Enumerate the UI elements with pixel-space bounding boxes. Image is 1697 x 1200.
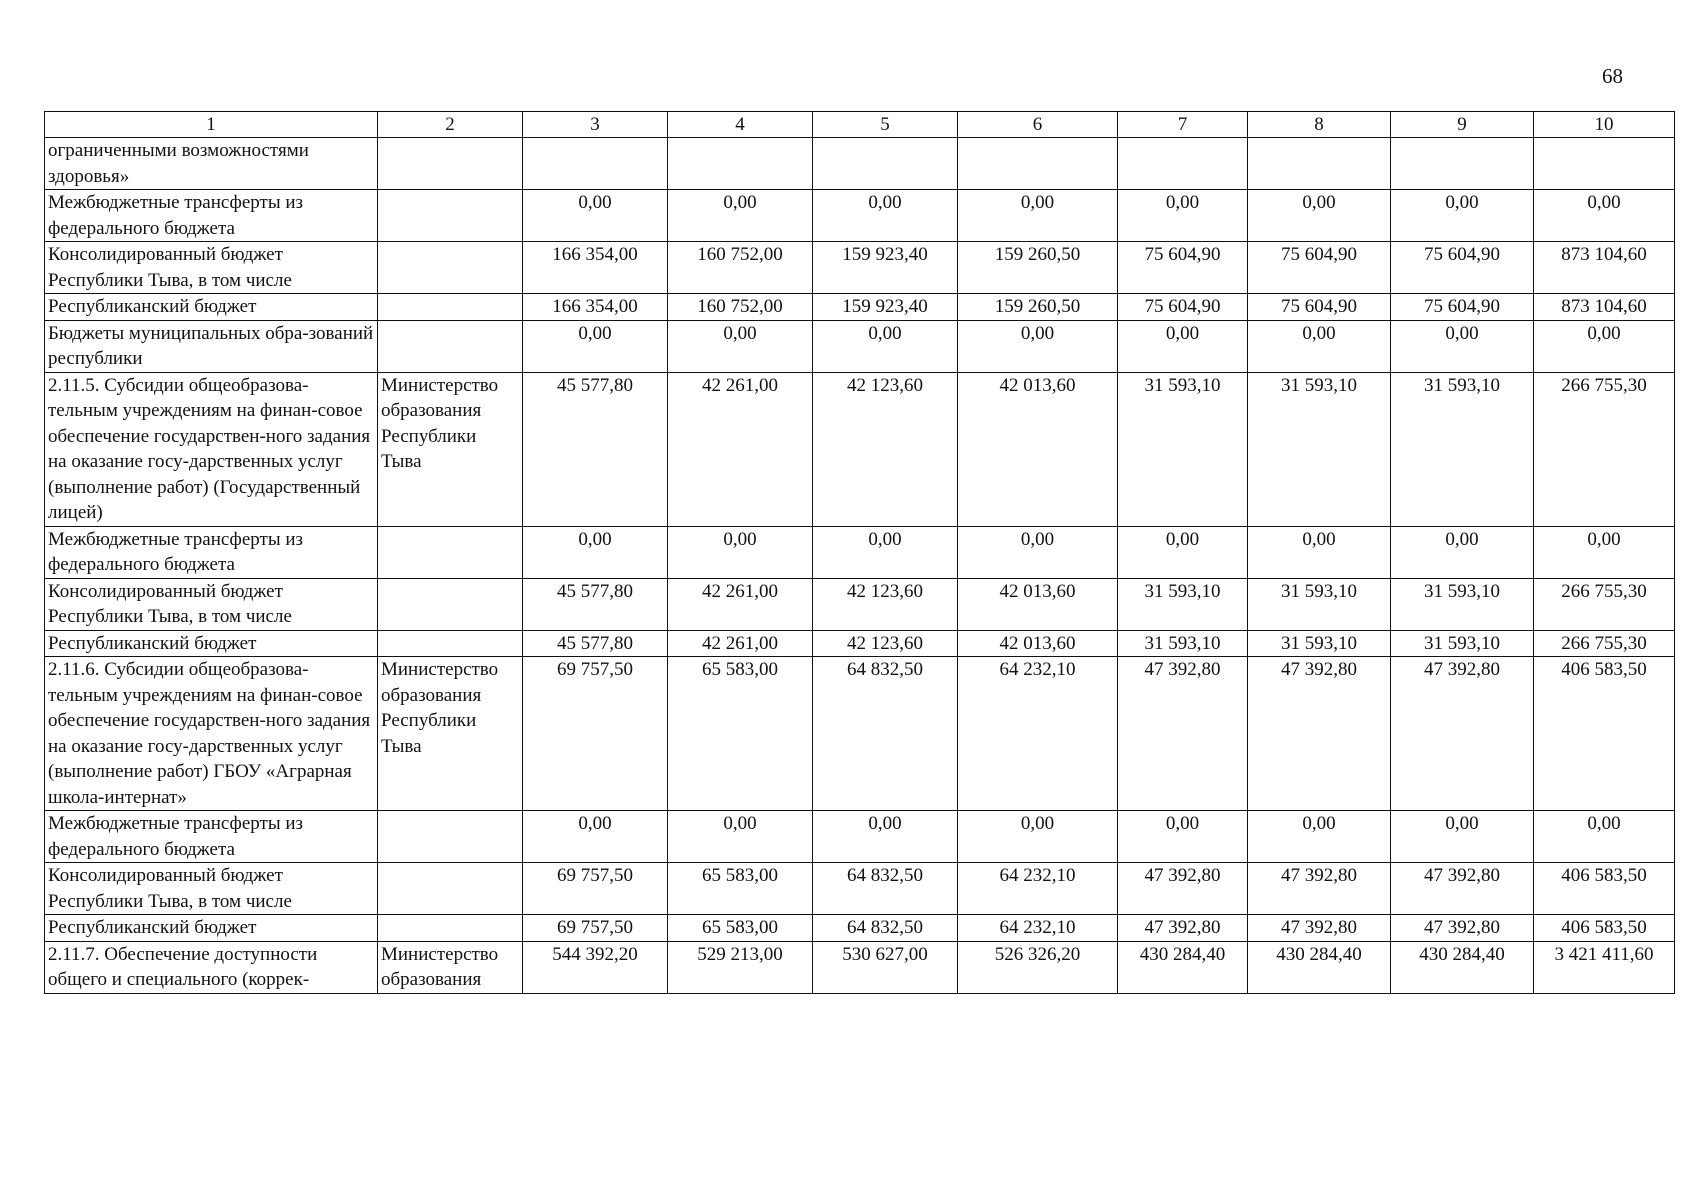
row-name: Республиканский бюджет <box>45 915 378 942</box>
value-cell: 0,00 <box>958 526 1118 578</box>
value-cell: 47 392,80 <box>1248 657 1391 811</box>
value-cell: 0,00 <box>1534 190 1675 242</box>
responsible-executor <box>378 242 523 294</box>
value-cell: 65 583,00 <box>668 915 813 942</box>
value-cell: 0,00 <box>1118 190 1248 242</box>
row-name: Бюджеты муниципальных обра-зований республики <box>45 320 378 372</box>
responsible-executor <box>378 863 523 915</box>
value-cell: 31 593,10 <box>1118 578 1248 630</box>
column-header: 6 <box>958 112 1118 138</box>
value-cell: 0,00 <box>1248 526 1391 578</box>
value-cell: 406 583,50 <box>1534 915 1675 942</box>
value-cell: 47 392,80 <box>1248 915 1391 942</box>
table-row <box>45 863 1675 915</box>
value-cell: 3 421 411,60 <box>1534 941 1675 993</box>
value-cell: 0,00 <box>813 190 958 242</box>
table-row <box>45 630 1675 657</box>
value-cell <box>813 138 958 190</box>
value-cell: 64 832,50 <box>813 915 958 942</box>
value-cell <box>958 138 1118 190</box>
value-cell: 31 593,10 <box>1248 372 1391 526</box>
value-cell: 75 604,90 <box>1118 242 1248 294</box>
value-cell: 47 392,80 <box>1391 657 1534 811</box>
value-cell: 873 104,60 <box>1534 294 1675 321</box>
value-cell: 406 583,50 <box>1534 863 1675 915</box>
column-header: 9 <box>1391 112 1534 138</box>
value-cell: 0,00 <box>813 320 958 372</box>
responsible-executor <box>378 190 523 242</box>
value-cell: 42 123,60 <box>813 630 958 657</box>
row-name: 2.11.6. Субсидии общеобразова-тельным учреждениям на финан-совое обеспечение государствен-ного задания на оказание госу-дарственных услуг (выполнение работ) ГБОУ «Аграрная школа-интернат» <box>45 657 378 811</box>
column-header: 7 <box>1118 112 1248 138</box>
column-header: 10 <box>1534 112 1675 138</box>
table-row <box>45 578 1675 630</box>
responsible-executor <box>378 578 523 630</box>
value-cell: 166 354,00 <box>523 294 668 321</box>
value-cell: 42 261,00 <box>668 578 813 630</box>
value-cell: 0,00 <box>1248 320 1391 372</box>
value-cell: 0,00 <box>523 320 668 372</box>
value-cell: 266 755,30 <box>1534 630 1675 657</box>
value-cell: 45 577,80 <box>523 578 668 630</box>
row-name: Консолидированный бюджет Республики Тыва, в том числе <box>45 578 378 630</box>
value-cell: 75 604,90 <box>1391 242 1534 294</box>
row-name: ограниченными возможностями здоровья» <box>45 138 378 190</box>
value-cell: 430 284,40 <box>1118 941 1248 993</box>
value-cell: 69 757,50 <box>523 863 668 915</box>
value-cell: 266 755,30 <box>1534 578 1675 630</box>
value-cell: 0,00 <box>668 526 813 578</box>
page-number: 68 <box>1602 64 1623 88</box>
value-cell: 31 593,10 <box>1248 630 1391 657</box>
value-cell: 75 604,90 <box>1248 294 1391 321</box>
value-cell: 75 604,90 <box>1118 294 1248 321</box>
value-cell: 0,00 <box>523 526 668 578</box>
value-cell: 430 284,40 <box>1391 941 1534 993</box>
value-cell <box>523 138 668 190</box>
column-header: 3 <box>523 112 668 138</box>
column-header: 5 <box>813 112 958 138</box>
column-header: 4 <box>668 112 813 138</box>
table-row <box>45 915 1675 942</box>
value-cell: 0,00 <box>1118 811 1248 863</box>
value-cell: 64 232,10 <box>958 915 1118 942</box>
value-cell: 47 392,80 <box>1391 863 1534 915</box>
value-cell: 42 261,00 <box>668 630 813 657</box>
responsible-executor: Министерство образования <box>378 941 523 993</box>
table-row <box>45 811 1675 863</box>
value-cell: 47 392,80 <box>1248 863 1391 915</box>
table-row <box>45 190 1675 242</box>
responsible-executor: Министерство образования Республики Тыва <box>378 372 523 526</box>
value-cell: 0,00 <box>668 190 813 242</box>
value-cell: 69 757,50 <box>523 657 668 811</box>
value-cell: 42 013,60 <box>958 372 1118 526</box>
table-row <box>45 526 1675 578</box>
value-cell: 0,00 <box>813 811 958 863</box>
value-cell: 65 583,00 <box>668 657 813 811</box>
table-row <box>45 372 1675 526</box>
value-cell: 65 583,00 <box>668 863 813 915</box>
value-cell: 31 593,10 <box>1391 372 1534 526</box>
row-name: Межбюджетные трансферты из федерального бюджета <box>45 811 378 863</box>
row-name: 2.11.5. Субсидии общеобразова-тельным учреждениям на финан-совое обеспечение государствен-ного задания на оказание госу-дарственных услуг (выполнение работ) (Государственный лицей) <box>45 372 378 526</box>
value-cell: 31 593,10 <box>1248 578 1391 630</box>
value-cell: 64 832,50 <box>813 657 958 811</box>
value-cell: 159 923,40 <box>813 242 958 294</box>
value-cell: 45 577,80 <box>523 630 668 657</box>
value-cell: 0,00 <box>1391 811 1534 863</box>
table-row <box>45 657 1675 811</box>
value-cell: 266 755,30 <box>1534 372 1675 526</box>
value-cell: 0,00 <box>1391 190 1534 242</box>
value-cell: 31 593,10 <box>1391 630 1534 657</box>
value-cell: 42 261,00 <box>668 372 813 526</box>
table-row <box>45 941 1675 993</box>
table-row <box>45 320 1675 372</box>
value-cell: 160 752,00 <box>668 242 813 294</box>
value-cell: 69 757,50 <box>523 915 668 942</box>
value-cell: 0,00 <box>523 190 668 242</box>
value-cell: 0,00 <box>1391 526 1534 578</box>
row-name: Консолидированный бюджет Республики Тыва, в том числе <box>45 242 378 294</box>
responsible-executor <box>378 526 523 578</box>
value-cell: 0,00 <box>1534 526 1675 578</box>
responsible-executor <box>378 630 523 657</box>
value-cell: 31 593,10 <box>1118 372 1248 526</box>
value-cell: 31 593,10 <box>1118 630 1248 657</box>
responsible-executor <box>378 320 523 372</box>
value-cell: 0,00 <box>1118 320 1248 372</box>
value-cell: 0,00 <box>1248 811 1391 863</box>
responsible-executor <box>378 138 523 190</box>
table-row <box>45 138 1675 190</box>
row-name: Межбюджетные трансферты из федерального бюджета <box>45 526 378 578</box>
value-cell: 47 392,80 <box>1118 915 1248 942</box>
value-cell: 0,00 <box>813 526 958 578</box>
table-row <box>45 242 1675 294</box>
table-row <box>45 294 1675 321</box>
row-name: Консолидированный бюджет Республики Тыва, в том числе <box>45 863 378 915</box>
value-cell: 0,00 <box>958 190 1118 242</box>
row-name: Межбюджетные трансферты из федерального бюджета <box>45 190 378 242</box>
value-cell: 159 260,50 <box>958 294 1118 321</box>
budget-table <box>44 111 1675 994</box>
responsible-executor <box>378 811 523 863</box>
value-cell: 0,00 <box>668 320 813 372</box>
value-cell: 0,00 <box>1391 320 1534 372</box>
column-header: 2 <box>378 112 523 138</box>
value-cell: 42 013,60 <box>958 630 1118 657</box>
value-cell: 64 232,10 <box>958 657 1118 811</box>
value-cell: 31 593,10 <box>1391 578 1534 630</box>
value-cell: 530 627,00 <box>813 941 958 993</box>
row-name: Республиканский бюджет <box>45 630 378 657</box>
value-cell: 0,00 <box>958 811 1118 863</box>
value-cell <box>1118 138 1248 190</box>
value-cell: 64 232,10 <box>958 863 1118 915</box>
value-cell: 0,00 <box>1534 811 1675 863</box>
value-cell: 0,00 <box>523 811 668 863</box>
value-cell <box>1391 138 1534 190</box>
value-cell: 47 392,80 <box>1118 657 1248 811</box>
value-cell: 166 354,00 <box>523 242 668 294</box>
header-row <box>45 112 1675 138</box>
column-header: 8 <box>1248 112 1391 138</box>
value-cell: 529 213,00 <box>668 941 813 993</box>
value-cell: 75 604,90 <box>1248 242 1391 294</box>
value-cell: 159 923,40 <box>813 294 958 321</box>
value-cell: 0,00 <box>1118 526 1248 578</box>
row-name: 2.11.7. Обеспечение доступности общего и специального (коррек- <box>45 941 378 993</box>
column-header: 1 <box>45 112 378 138</box>
value-cell: 0,00 <box>1248 190 1391 242</box>
value-cell: 0,00 <box>958 320 1118 372</box>
value-cell: 0,00 <box>668 811 813 863</box>
value-cell: 47 392,80 <box>1118 863 1248 915</box>
value-cell: 0,00 <box>1534 320 1675 372</box>
value-cell: 406 583,50 <box>1534 657 1675 811</box>
value-cell <box>1248 138 1391 190</box>
value-cell: 159 260,50 <box>958 242 1118 294</box>
value-cell: 42 123,60 <box>813 578 958 630</box>
value-cell: 45 577,80 <box>523 372 668 526</box>
value-cell: 42 013,60 <box>958 578 1118 630</box>
row-name: Республиканский бюджет <box>45 294 378 321</box>
value-cell: 430 284,40 <box>1248 941 1391 993</box>
value-cell: 75 604,90 <box>1391 294 1534 321</box>
value-cell: 873 104,60 <box>1534 242 1675 294</box>
responsible-executor <box>378 294 523 321</box>
value-cell <box>668 138 813 190</box>
value-cell: 64 832,50 <box>813 863 958 915</box>
value-cell: 47 392,80 <box>1391 915 1534 942</box>
responsible-executor <box>378 915 523 942</box>
value-cell: 42 123,60 <box>813 372 958 526</box>
value-cell <box>1534 138 1675 190</box>
value-cell: 526 326,20 <box>958 941 1118 993</box>
value-cell: 544 392,20 <box>523 941 668 993</box>
value-cell: 160 752,00 <box>668 294 813 321</box>
responsible-executor: Министерство образования Республики Тыва <box>378 657 523 811</box>
